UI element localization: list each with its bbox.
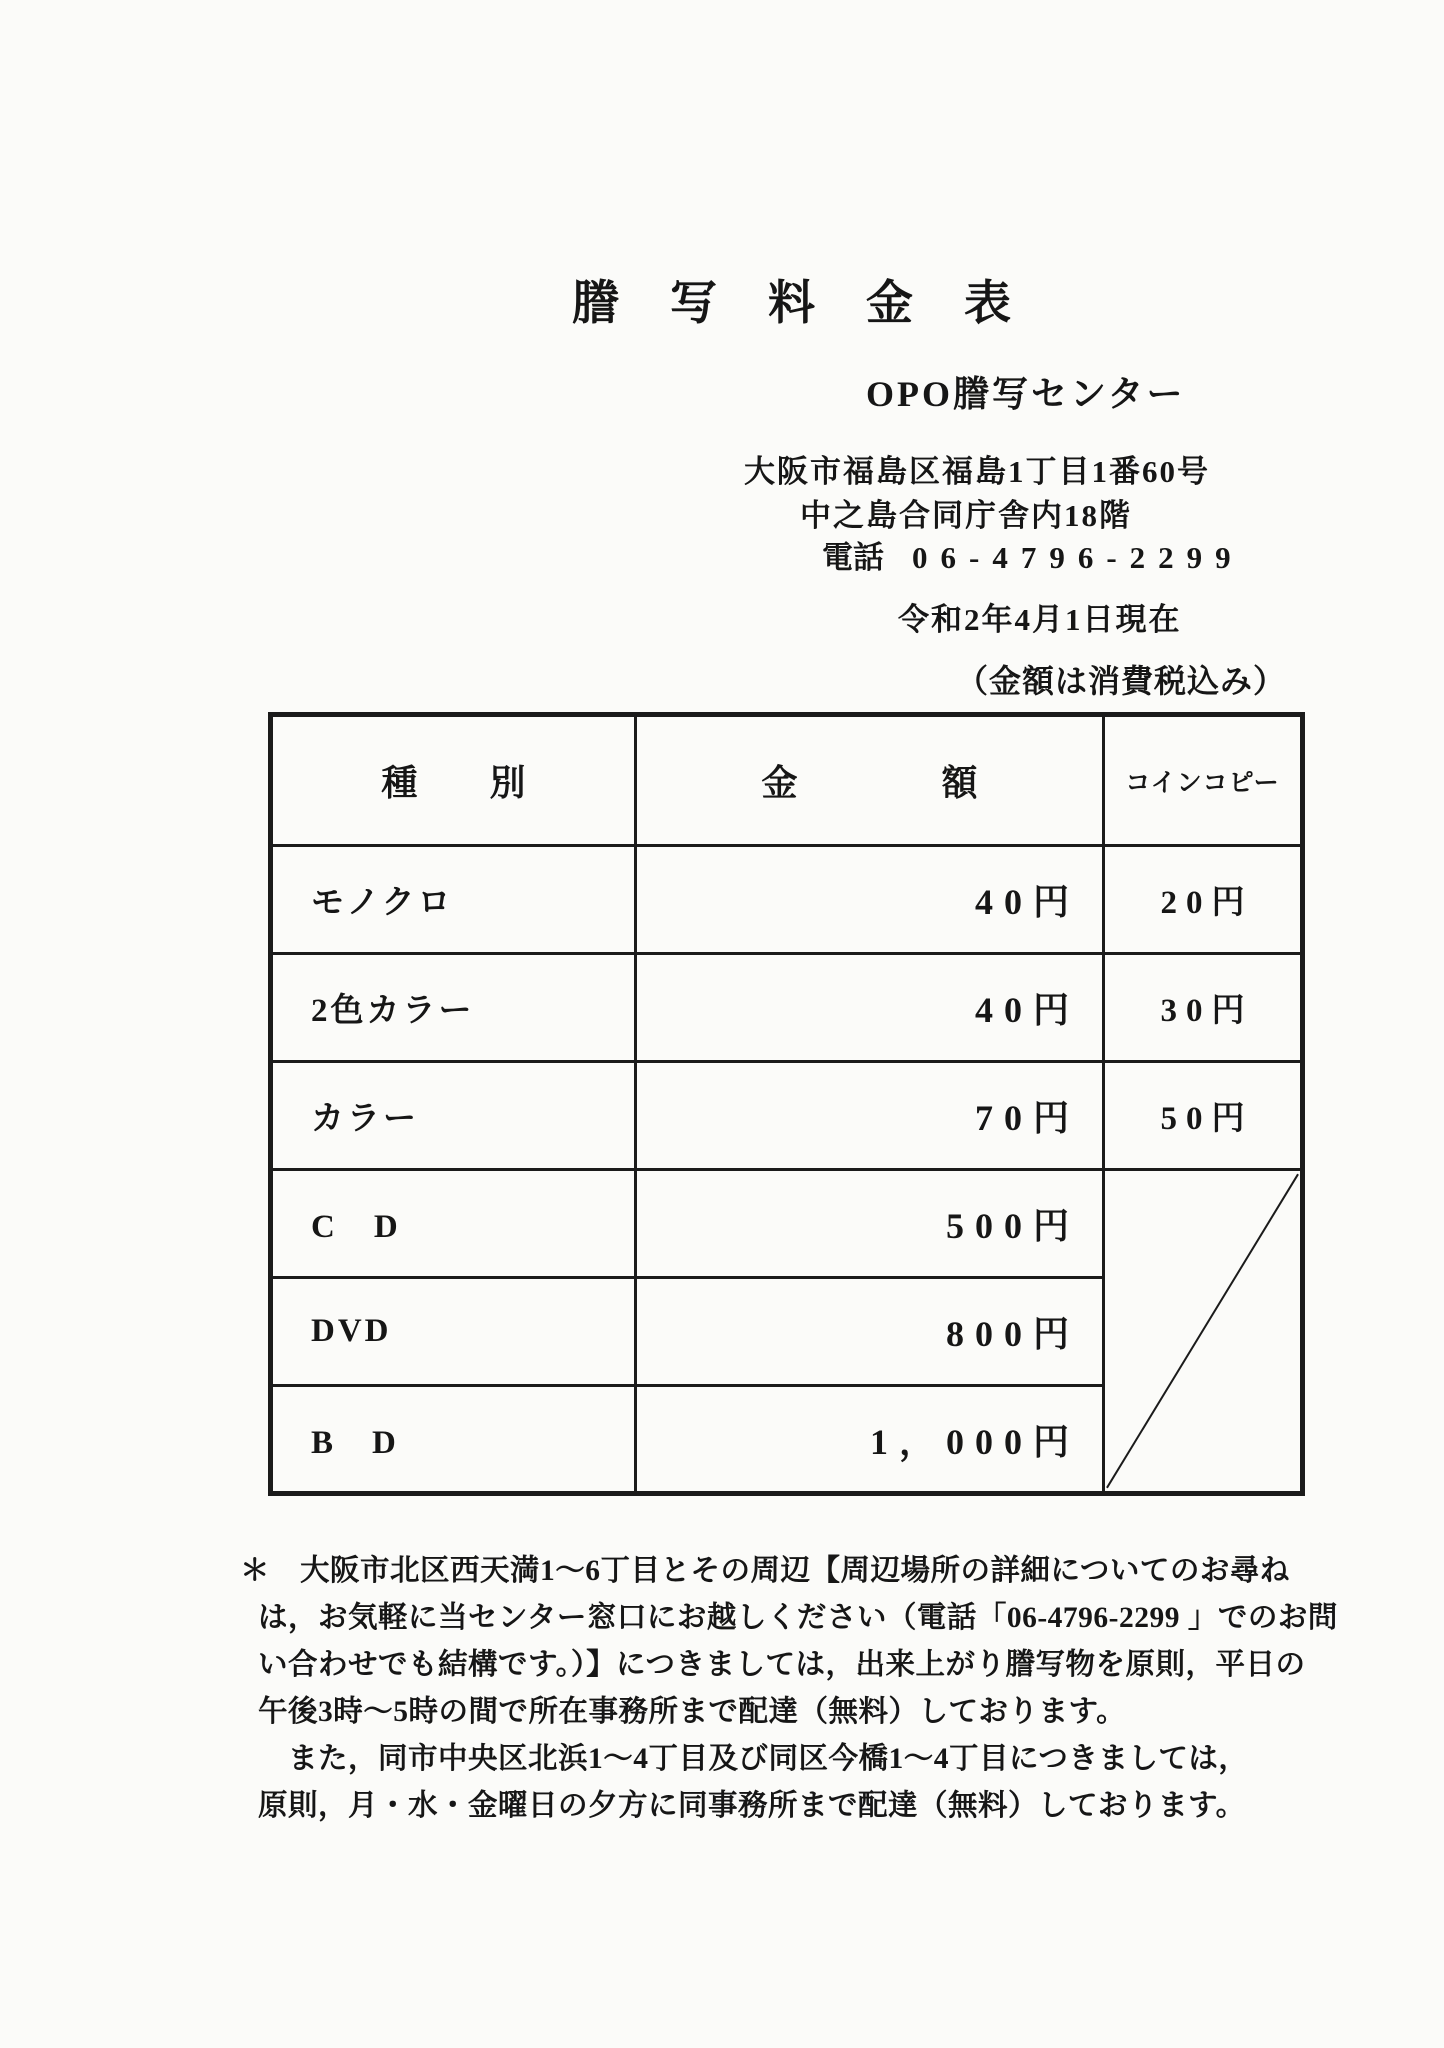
cell-price: 40円 bbox=[636, 846, 1104, 954]
footnote-line: い合わせでも結構です。）】につきましては，出来上がり謄写物を原則，平日の bbox=[258, 1649, 1306, 1681]
page-title: 謄 写 料 金 表 bbox=[572, 278, 1013, 330]
merged-diagonal-cell bbox=[1104, 1170, 1303, 1494]
cell-type: DVD bbox=[271, 1278, 636, 1386]
address-line-2: 中之島合同庁舎内18階 bbox=[800, 498, 1132, 533]
table-row bbox=[271, 1170, 1303, 1278]
table-header-row bbox=[271, 715, 1303, 846]
footnote-line: 原則，月・水・金曜日の夕方に同事務所まで配達（無料）しております。 bbox=[258, 1790, 1246, 1822]
cell-coin: 30円 bbox=[1104, 954, 1303, 1062]
col-header-coin-copy: コインコピー bbox=[1104, 715, 1303, 846]
footnote-line: ＊ 大阪市北区西天満1～6丁目とその周辺【周辺場所の詳細についてのお尋ね bbox=[240, 1555, 1290, 1587]
phone-label: 電話 bbox=[822, 540, 884, 575]
address-line-1: 大阪市福島区福島1丁目1番60号 bbox=[744, 454, 1210, 489]
col-header-amount: 金 額 bbox=[636, 715, 1104, 846]
phone-line bbox=[822, 532, 1244, 577]
cell-type: モノクロ bbox=[271, 846, 636, 954]
table-row bbox=[271, 954, 1303, 1062]
diagonal-slash-line bbox=[1105, 1171, 1300, 1491]
cell-coin: 50円 bbox=[1104, 1062, 1303, 1170]
as-of-date: 令和2年4月1日現在 bbox=[898, 602, 1182, 637]
cell-type: C D bbox=[271, 1170, 636, 1278]
cell-price: 800円 bbox=[636, 1278, 1104, 1386]
table-row bbox=[271, 846, 1303, 954]
cell-type: B D bbox=[271, 1386, 636, 1494]
footnote bbox=[240, 1548, 1380, 1830]
phone-number: 06-4796-2299 bbox=[912, 540, 1244, 575]
tax-note: （金額は消費税込み） bbox=[956, 663, 1287, 699]
cell-price: 500円 bbox=[636, 1170, 1104, 1278]
cell-coin: 20円 bbox=[1104, 846, 1303, 954]
cell-price: 70円 bbox=[636, 1062, 1104, 1170]
cell-price: 1，000円 bbox=[636, 1386, 1104, 1494]
cell-price: 40円 bbox=[636, 954, 1104, 1062]
cell-type: カラー bbox=[271, 1062, 636, 1170]
footnote-line: 午後3時～5時の間で所在事務所まで配達（無料）しております。 bbox=[258, 1696, 1127, 1728]
footnote-line: は，お気軽に当センター窓口にお越しください（電話「06-4796-2299 」でのお問 bbox=[258, 1602, 1338, 1634]
cell-type: 2色カラー bbox=[271, 954, 636, 1062]
table-row bbox=[271, 1062, 1303, 1170]
col-header-type: 種 別 bbox=[271, 715, 636, 846]
footnote-line: また，同市中央区北浜1～4丁目及び同区今橋1～4丁目につきましては， bbox=[258, 1743, 1249, 1775]
organization-name: OPO謄写センター bbox=[866, 374, 1186, 414]
price-table bbox=[268, 712, 1305, 1496]
